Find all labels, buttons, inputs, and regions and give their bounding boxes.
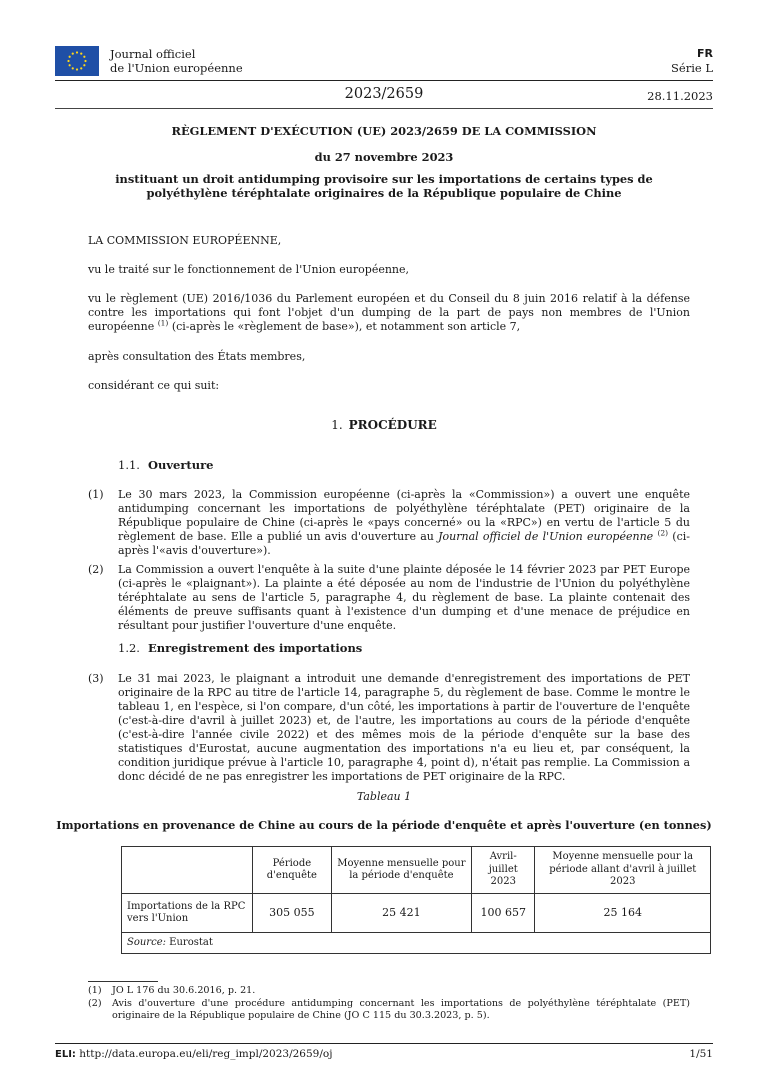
footnote-1 xyxy=(88,985,690,997)
recital-text: Le 31 mai 2023, le plaignant a introduit une demande d'enregistrement des importations de PET originaire de la RPC au titre de l'article 14, paragraphe 5, du règlement de base. Comme le montre le tableau 1, en l'espèce, si l'on compare, d'un côté, les importations à partir de l'ouverture de l'enquête (c'est-à-dire d'avril à juillet 2023) et, de l'autre, les importations au cours de la période d'enquête (c'est-à-dire l'année civile 2022) et des mêmes mois de la période d'enquête sur la base des statistiques d'Eurostat, aucune augmentation des importations n'a eu lieu et, par conséquent, la condition juridique prévue à l'article 10, paragraphe 4, point d), n'était pas remplie. La Commission a donc décidé de ne pas enregistrer les importations de PET originaire de la RPC. xyxy=(118,672,690,783)
footnote-mark: (2) xyxy=(88,998,102,1009)
header-cell: Période d'enquête xyxy=(253,847,332,894)
recital-number: (2) xyxy=(88,563,104,576)
footnote-divider xyxy=(88,981,158,982)
header-divider-thin xyxy=(55,108,713,109)
section-number: 1. xyxy=(331,418,343,432)
subsection-number: 1.2. xyxy=(118,641,140,655)
table-source xyxy=(122,933,711,954)
preamble-considering: considérant ce qui suit: xyxy=(88,379,220,392)
journal-line-2: de l'Union européenne xyxy=(110,61,243,75)
imports-table xyxy=(121,846,711,954)
row-label: Importations de la RPC vers l'Union xyxy=(122,894,253,933)
eu-flag-icon xyxy=(55,46,99,76)
footer-divider xyxy=(55,1043,713,1044)
table-row xyxy=(122,894,711,933)
source-value: Eurostat xyxy=(169,936,213,948)
recital-text: La Commission a ouvert l'enquête à la suite d'une plainte déposée le 14 février 2023 par PET Europe (ci-après le «plaignant»). La plainte a été déposée au nom de l'industrie de l'Union du polyéthylène téréphtalate au sens de l'article 5, paragraphe 4, du règlement de base. La plainte contenait des éléments de preuve suffisants quant à l'existence d'un dumping et d'une menace de préjudice en résultant pour justifier l'ouverture d'une enquête. xyxy=(118,563,690,632)
header-cell: Moyenne mensuelle pour la période d'enquête xyxy=(331,847,471,894)
vu2-text-b: (ci-après le «règlement de base»), et notamment son article 7, xyxy=(168,320,521,333)
footnote-text: Avis d'ouverture d'une procédure antidumping concernant les importations de polyéthylène téréphtalate (PET) originaire de la République populaire de Chine (JO C 115 du 30.3.2023, p. 5). xyxy=(112,998,690,1021)
subsection-number: 1.1. xyxy=(118,458,140,472)
eli-label: ELI: xyxy=(55,1049,76,1060)
table-title: Importations en provenance de Chine au cours de la période d'enquête et après l'ouverture (en tonnes) xyxy=(56,818,712,832)
page-number: 1/51 xyxy=(689,1048,713,1060)
header-cell xyxy=(122,847,253,894)
publication-date: 28.11.2023 xyxy=(647,89,713,103)
recital-1-journal-italic: Journal officiel de l'Union européenne xyxy=(438,530,654,543)
recital-1-text-b: (ci-après l'«avis d'ouverture»). xyxy=(118,530,690,557)
title-subject-line: instituant un droit antidumping provisoire sur les importations de certains types de polyéthylène téréphtalate originaires de la République populaire de Chine xyxy=(115,172,653,200)
header-cell: Moyenne mensuelle pour la période allant d'avril à juillet 2023 xyxy=(535,847,711,894)
language-series xyxy=(671,47,713,75)
preamble-vu-treaty: vu le traité sur le fonctionnement de l'Union européenne, xyxy=(88,263,410,276)
eli-link[interactable]: http://data.europa.eu/eli/reg_impl/2023/2659/oj xyxy=(79,1048,333,1060)
subsection-heading-enregistrement xyxy=(118,641,362,655)
section-label: PROCÉDURE xyxy=(348,418,437,432)
table-header-row xyxy=(122,847,711,894)
preamble-consultation: après consultation des États membres, xyxy=(88,350,306,363)
section-heading-procedure xyxy=(0,418,768,432)
source-label: Source: xyxy=(127,936,166,948)
journal-name xyxy=(110,47,243,75)
header-cell: Avril-juillet 2023 xyxy=(471,847,535,894)
recital-number: (1) xyxy=(88,488,104,501)
header-divider xyxy=(55,80,713,81)
recital-text xyxy=(118,488,690,558)
recital-1-text-a: Le 30 mars 2023, la Commission européenne (ci-après la «Commission») a ouvert une enquête antidumping concernant les importations de polyéthylène téréphtalate (PET) originaire de la République populaire de Chine (ci-après le «pays concerné» ou la «RPC») en vertu de l'article 5 du règlement de base. Elle a publié un avis d'ouverture au xyxy=(118,488,690,543)
cell-value: 305 055 xyxy=(253,894,332,933)
preamble-vu-regulation xyxy=(88,292,690,334)
recital-number: (3) xyxy=(88,672,104,685)
recital-2 xyxy=(88,563,690,633)
footnote-text: JO L 176 du 30.6.2016, p. 21. xyxy=(112,985,256,996)
subsection-label: Ouverture xyxy=(147,458,214,472)
regulation-title xyxy=(90,124,678,200)
preamble-commission: LA COMMISSION EUROPÉENNE, xyxy=(88,234,282,247)
footnote-2 xyxy=(88,998,690,1022)
cell-value: 100 657 xyxy=(471,894,535,933)
title-date-line: du 27 novembre 2023 xyxy=(314,150,454,164)
cell-value: 25 421 xyxy=(331,894,471,933)
table-source-row xyxy=(122,933,711,954)
subsection-heading-ouverture xyxy=(118,458,213,472)
footnote-ref-1[interactable]: (1) xyxy=(157,318,169,328)
subsection-label: Enregistrement des importations xyxy=(147,641,363,655)
vu2-text-a: vu le règlement (UE) 2016/1036 du Parlement européen et du Conseil du 8 juin 2016 relatif à la défense contre les importations qui font l'objet d'un dumping de la part de pays non membres de l'Union européenne xyxy=(88,292,690,333)
regulation-number-row xyxy=(55,84,713,106)
cell-value: 25 164 xyxy=(535,894,711,933)
table-caption: Tableau 1 xyxy=(356,790,412,803)
eu-stars-icon xyxy=(55,46,99,76)
recital-1 xyxy=(88,488,690,558)
regulation-number: 2023/2659 xyxy=(344,86,424,102)
journal-line-1: Journal officiel xyxy=(110,47,196,61)
footnote-ref-2[interactable]: (2) xyxy=(657,528,669,538)
title-line-1: RÈGLEMENT D'EXÉCUTION (UE) 2023/2659 DE LA COMMISSION xyxy=(171,124,597,138)
series-label: Série L xyxy=(671,61,713,75)
footnote-mark: (1) xyxy=(88,985,102,996)
eli-footer xyxy=(55,1048,332,1060)
language-code: FR xyxy=(697,47,713,60)
recital-3 xyxy=(88,672,690,784)
